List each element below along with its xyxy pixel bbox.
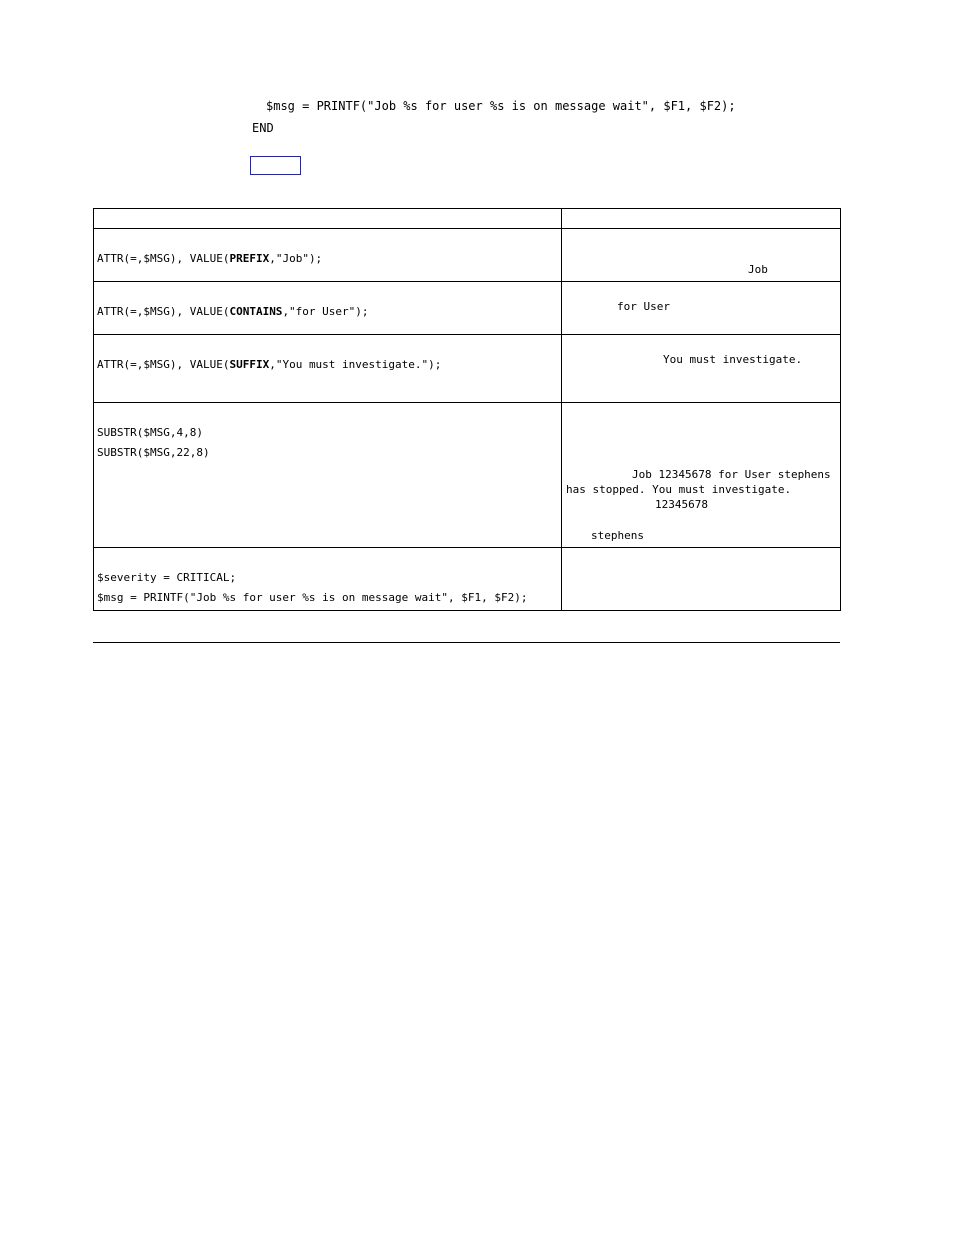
syntax-line: SUBSTR($MSG,4,8) (97, 426, 203, 439)
description-cell (562, 282, 841, 335)
description-cell (562, 335, 841, 403)
syntax-line: SUBSTR($MSG,22,8) (97, 446, 210, 459)
link-box[interactable] (250, 156, 301, 175)
header-cell-description (562, 209, 841, 229)
syntax-cell (94, 229, 562, 282)
description-line: 12345678 (655, 498, 708, 511)
syntax-text: ATTR(=,$MSG), VALUE(SUFFIX,"You must investigate."); (97, 358, 442, 371)
syntax-cell (94, 282, 562, 335)
syntax-cell (94, 403, 562, 548)
syntax-text: ATTR(=,$MSG), VALUE(PREFIX,"Job"); (97, 252, 323, 265)
syntax-cell (94, 548, 562, 611)
code-line-printf: $msg = PRINTF("Job %s for user %s is on message wait", $F1, $F2); (266, 99, 736, 113)
description-line: Job 12345678 for User stephens (632, 468, 831, 481)
syntax-text: ATTR(=,$MSG), VALUE(CONTAINS,"for User"); (97, 305, 369, 318)
description-cell (562, 403, 841, 548)
description-line: has stopped. You must investigate. (566, 483, 792, 496)
table-row (94, 403, 841, 548)
table-row (94, 229, 841, 282)
code-line-end: END (252, 121, 274, 135)
description-line: stephens (591, 529, 644, 542)
header-cell-syntax (94, 209, 562, 229)
description-text: for User (617, 300, 670, 313)
table-row (94, 548, 841, 611)
syntax-cell (94, 335, 562, 403)
description-text: Job (748, 263, 768, 276)
syntax-line: $severity = CRITICAL; (97, 571, 237, 584)
syntax-line: $msg = PRINTF("Job %s for user %s is on message wait", $F1, $F2); (97, 591, 528, 604)
table-row (94, 335, 841, 403)
description-cell (562, 229, 841, 282)
description-cell (562, 548, 841, 611)
table-header-row (94, 209, 841, 229)
rules-table (93, 208, 841, 611)
table-row (94, 282, 841, 335)
description-text: You must investigate. (663, 353, 803, 366)
horizontal-rule (93, 642, 840, 643)
